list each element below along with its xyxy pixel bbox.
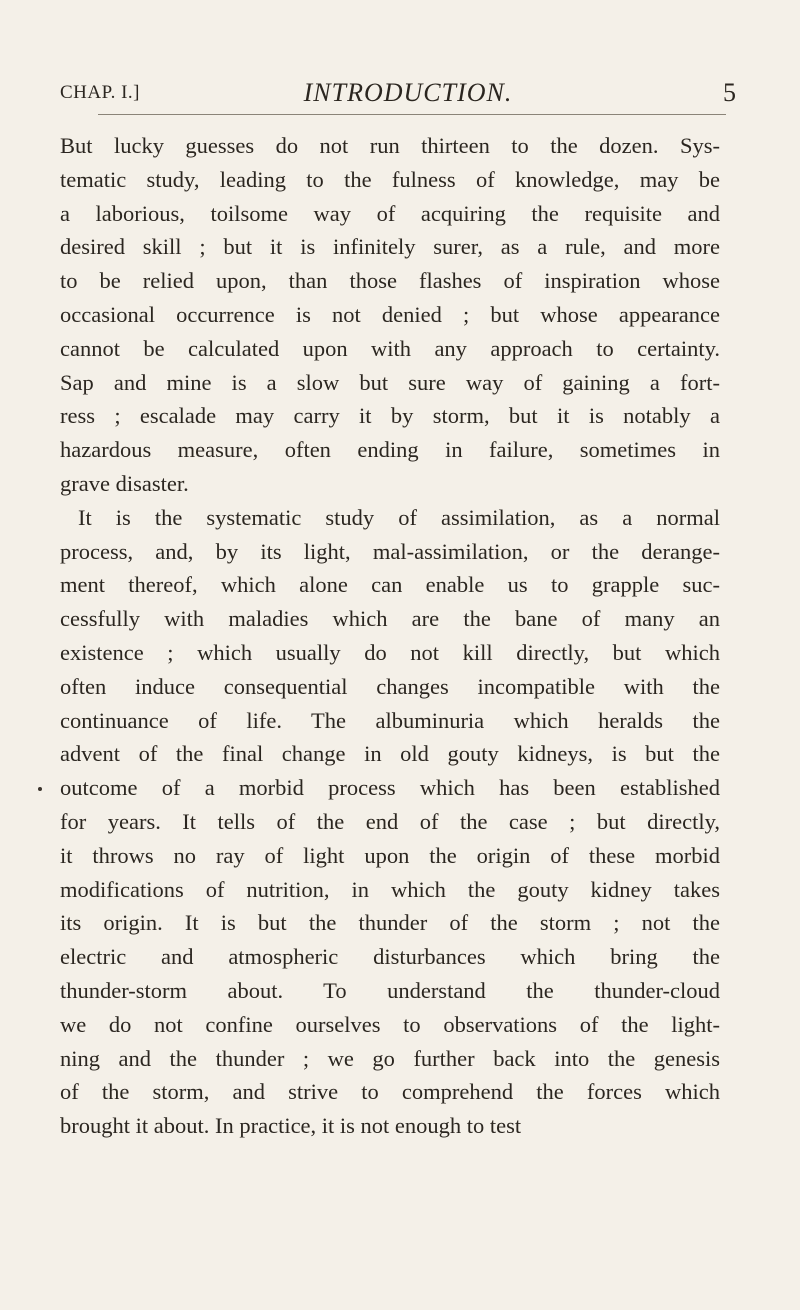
margin-mark (38, 787, 42, 791)
text-line: It is the systematic study of assimilation, as a normal (78, 504, 720, 530)
text-line: occasional occurrence is not denied ; but whose appearance (60, 301, 720, 327)
text-line: brought it about. In practice, it is not enough to test (60, 1113, 522, 1139)
text-line: often induce consequential changes incompatible with the (60, 673, 720, 699)
text-line: Sap and mine is a slow but sure way of gaining a fort- (60, 369, 720, 395)
text-line: advent of the final change in old gouty kidneys, is but the (60, 741, 720, 767)
page-number: 5 (723, 78, 736, 107)
chapter-label: CHAP. I.] (60, 82, 140, 103)
text-line: existence ; which usually do not kill directly, but which (60, 639, 720, 665)
text-line: thunder-storm about. To understand the thunder-cloud (60, 977, 720, 1003)
text-line: a laborious, toilsome way of acquiring the requisite and (60, 200, 720, 226)
text-line: we do not confine ourselves to observations of the light- (60, 1011, 720, 1037)
text-line: cannot be calculated upon with any approach to certainty. (60, 335, 720, 361)
text-line: for years. It tells of the end of the case ; but directly, (60, 808, 720, 834)
text-line: of the storm, and strive to comprehend the forces which (60, 1079, 720, 1105)
body-text (60, 129, 720, 1143)
text-line: tematic study, leading to the fulness of knowledge, may be (60, 166, 720, 192)
text-line: modifications of nutrition, in which the gouty kidney takes (60, 876, 720, 902)
text-line: electric and atmospheric disturbances which bring the (60, 944, 720, 970)
running-header (60, 78, 736, 112)
text-line: outcome of a morbid process which has been established (60, 775, 720, 801)
text-line: cessfully with maladies which are the bane of many an (60, 606, 720, 632)
text-line: But lucky guesses do not run thirteen to the dozen. Sys- (60, 133, 720, 158)
text-line: continuance of life. The albuminuria which heralds the (60, 707, 720, 733)
text-line: ress ; escalade may carry it by storm, but it is notably a (60, 403, 720, 429)
running-title: INTRODUCTION. (303, 78, 513, 107)
header-rule (98, 114, 726, 115)
text-line: ment thereof, which alone can enable us to grapple suc- (60, 572, 720, 598)
text-line: to be relied upon, than those flashes of inspiration whose (60, 268, 720, 294)
text-line: hazardous measure, often ending in failure, sometimes in (60, 437, 720, 463)
text-line: grave disaster. (60, 470, 189, 496)
text-line: it throws no ray of light upon the origin of these morbid (60, 842, 720, 868)
text-line: its origin. It is but the thunder of the storm ; not the (60, 910, 720, 936)
text-line: desired skill ; but it is infinitely surer, as a rule, and more (60, 234, 720, 260)
text-line: process, and, by its light, mal-assimilation, or the derange- (60, 538, 720, 564)
text-line: ning and the thunder ; we go further back into the genesis (60, 1045, 720, 1071)
